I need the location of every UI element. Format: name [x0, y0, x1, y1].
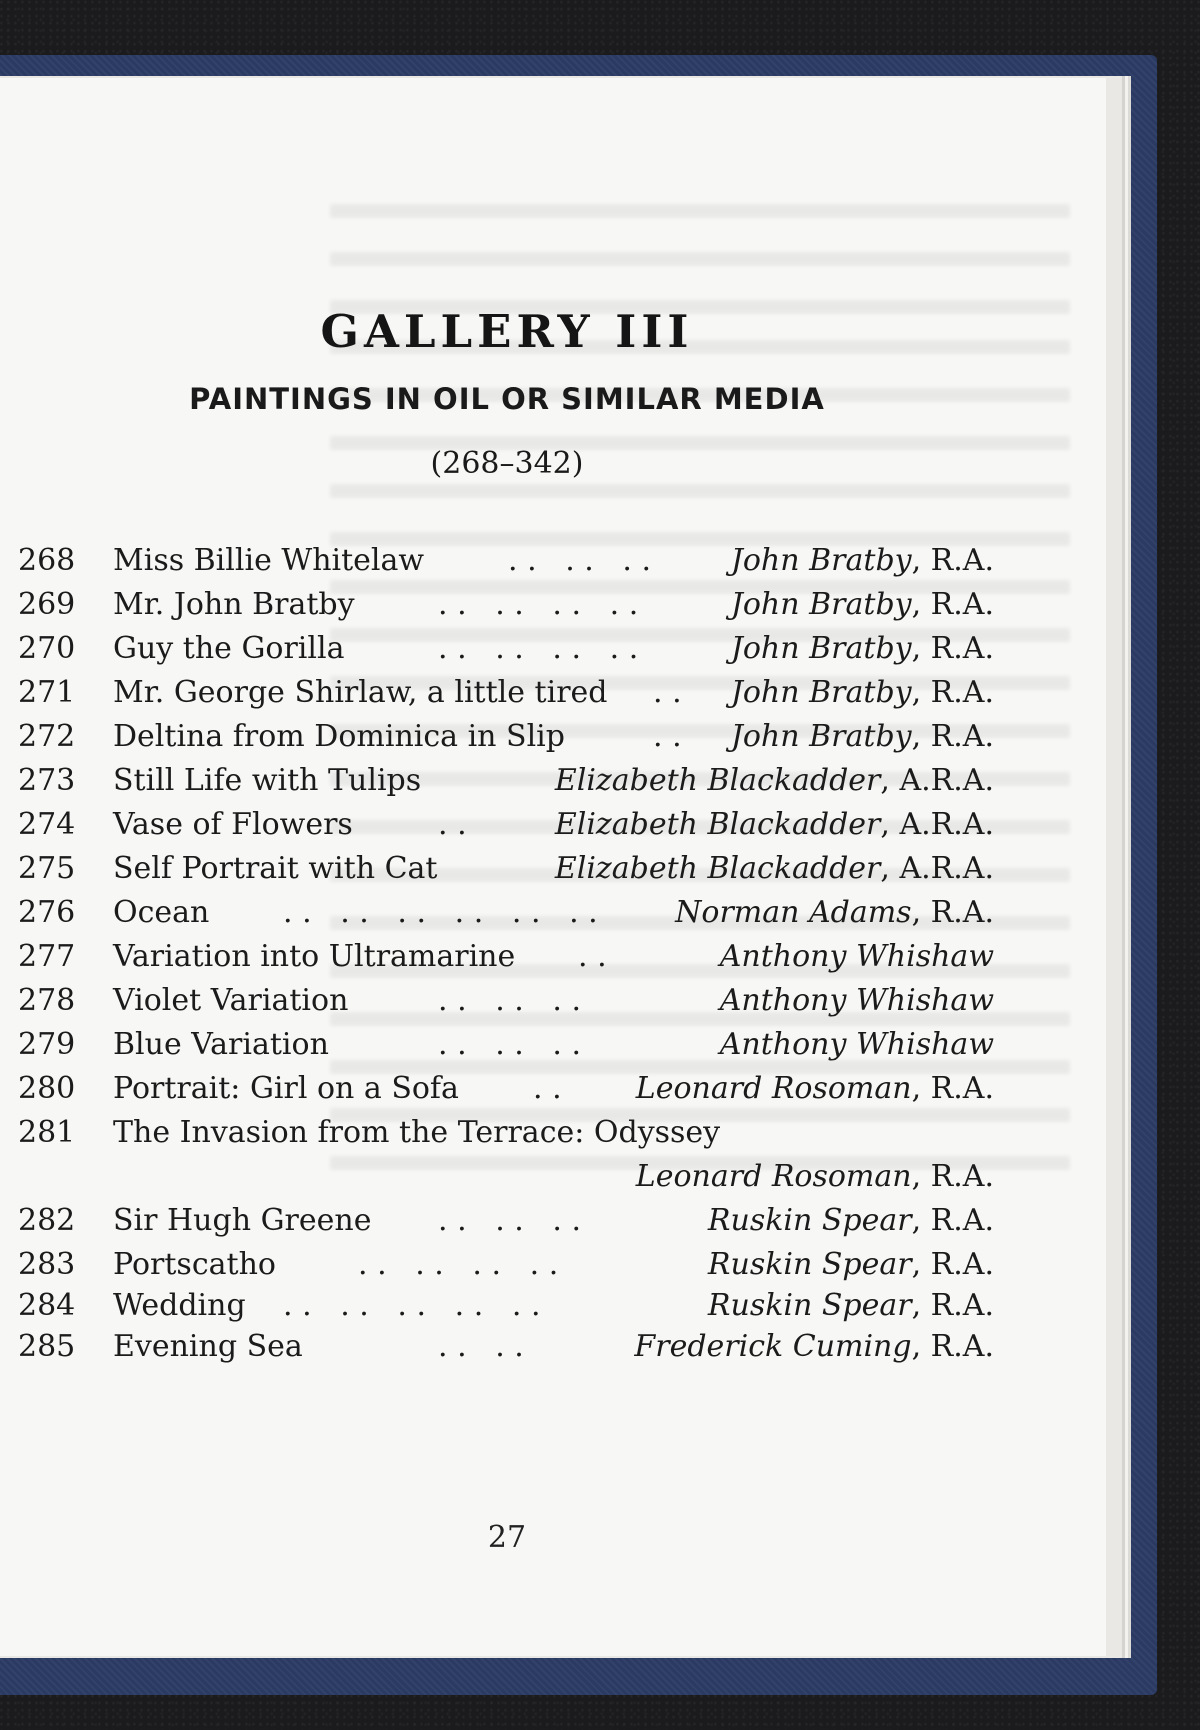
catalogue-entry [18, 977, 994, 1025]
entry-artist [555, 757, 994, 805]
catalogue-page [0, 78, 1106, 1656]
entry-artist [720, 933, 994, 981]
entry-number: 285 [18, 1329, 76, 1364]
artist-suffix: , R.A. [911, 675, 994, 710]
artist-suffix: , R.A. [911, 543, 994, 578]
artist-suffix: , R.A. [911, 1329, 994, 1364]
catalogue-entry [18, 933, 994, 981]
dot-leader: . . . . . . [508, 543, 652, 578]
entry-number: 283 [18, 1247, 76, 1282]
entry-artist [731, 625, 994, 673]
artist-name: Anthony Whishaw [719, 1027, 994, 1062]
entry-number: 281 [18, 1115, 76, 1150]
entry-artist [634, 1323, 994, 1371]
catalogue-entry [18, 1197, 994, 1245]
entry-artist [731, 669, 994, 717]
dot-leader: . . . . [438, 1329, 524, 1364]
dot-leader: . . [653, 675, 682, 710]
artist-name: John Bratby [730, 675, 912, 710]
artist-name: Elizabeth Blackadder [554, 807, 881, 842]
dot-leader: . . . . . . [438, 1027, 582, 1062]
entry-title: The Invasion from the Terrace: Odyssey [113, 1115, 721, 1150]
entry-title: Miss Billie Whitelaw [113, 543, 425, 578]
catalogue-entry [18, 537, 994, 585]
dot-leader: . . . . . . . . [438, 587, 639, 622]
catalogue-entry [18, 581, 994, 629]
catalogue-range: (268–342) [430, 446, 584, 481]
gallery-title: GALLERY III [320, 305, 694, 358]
artist-suffix: , R.A. [911, 895, 994, 930]
catalogue-entry [18, 713, 994, 761]
artist-name: Elizabeth Blackadder [554, 763, 881, 798]
dot-leader: . . [578, 939, 607, 974]
artist-name: John Bratby [730, 543, 912, 578]
entry-artist [708, 1197, 994, 1245]
entry-artist [731, 581, 994, 629]
artist-suffix: , R.A. [911, 587, 994, 622]
artist-suffix: , A.R.A. [880, 851, 994, 886]
entry-artist [720, 1021, 994, 1069]
artist-name: Elizabeth Blackadder [554, 851, 881, 886]
artist-suffix: , R.A. [911, 1288, 994, 1323]
entry-number: 278 [18, 983, 76, 1018]
dot-leader: . . [438, 807, 467, 842]
entry-artist [636, 1065, 994, 1113]
dot-leader: . . . . . . . . [358, 1247, 559, 1282]
entry-title: Sir Hugh Greene [113, 1203, 372, 1238]
entry-artist [675, 889, 994, 937]
entry-title: Violet Variation [113, 983, 349, 1018]
entry-number: 280 [18, 1071, 76, 1106]
dot-leader: . . . . . . [438, 983, 582, 1018]
entry-title: Evening Sea [113, 1329, 303, 1364]
artist-name: Ruskin Spear [707, 1288, 912, 1323]
entry-title: Guy the Gorilla [113, 631, 345, 666]
entry-title: Mr. John Bratby [113, 587, 355, 622]
artist-name: Anthony Whishaw [719, 939, 994, 974]
artist-suffix: , R.A. [911, 631, 994, 666]
entry-title: Mr. George Shirlaw, a little tired [113, 675, 608, 710]
artist-suffix: , A.R.A. [880, 763, 994, 798]
catalogue-entry [18, 669, 994, 717]
artist-name: Leonard Rosoman [635, 1071, 912, 1106]
artist-name: Leonard Rosoman [635, 1159, 912, 1194]
dot-leader: . . [533, 1071, 562, 1106]
entry-number: 276 [18, 895, 76, 930]
artist-name: Frederick Cuming [634, 1329, 912, 1364]
artist-name: John Bratby [730, 631, 912, 666]
entry-number: 277 [18, 939, 76, 974]
entry-number: 270 [18, 631, 76, 666]
entry-title: Deltina from Dominica in Slip [113, 719, 565, 754]
artist-name: John Bratby [730, 719, 912, 754]
artist-name: Norman Adams [675, 895, 912, 930]
section-subtitle: PAINTINGS IN OIL OR SIMILAR MEDIA [189, 382, 825, 416]
dot-leader: . . . . . . . . . . . . [283, 895, 598, 930]
entry-number: 282 [18, 1203, 76, 1238]
catalogue-entry [18, 1153, 994, 1201]
entry-artist [555, 845, 994, 893]
entry-artist [555, 801, 994, 849]
entry-artist [720, 977, 994, 1025]
catalogue-entry [18, 1109, 994, 1157]
entry-number: 268 [18, 543, 76, 578]
entry-title: Portscatho [113, 1247, 276, 1282]
dot-leader: . . . . . . . . . . [283, 1288, 541, 1323]
entry-artist [731, 713, 994, 761]
entry-number: 273 [18, 763, 76, 798]
entry-title: Variation into Ultramarine [113, 939, 516, 974]
entry-title: Self Portrait with Cat [113, 851, 438, 886]
entry-title: Still Life with Tulips [113, 763, 422, 798]
artist-suffix: , A.R.A. [880, 807, 994, 842]
entry-number: 275 [18, 851, 76, 886]
catalogue-entry [18, 1065, 994, 1113]
artist-suffix: , R.A. [911, 1203, 994, 1238]
artist-name: Anthony Whishaw [719, 983, 994, 1018]
entry-number: 274 [18, 807, 76, 842]
catalogue-entry [18, 1021, 994, 1069]
dot-leader: . . . . . . . . [438, 631, 639, 666]
artist-suffix: , R.A. [911, 1159, 994, 1194]
entry-number: 279 [18, 1027, 76, 1062]
entry-title: Portrait: Girl on a Sofa [113, 1071, 459, 1106]
catalogue-entry [18, 801, 994, 849]
artist-suffix: , R.A. [911, 719, 994, 754]
catalogue-entry [18, 845, 994, 893]
artist-name: Ruskin Spear [707, 1203, 912, 1238]
catalogue-entry [18, 1323, 994, 1371]
entry-number: 269 [18, 587, 76, 622]
catalogue-entry [18, 889, 994, 937]
entry-number: 284 [18, 1288, 76, 1323]
artist-name: Ruskin Spear [707, 1247, 912, 1282]
entry-number: 271 [18, 675, 76, 710]
dot-leader: . . [653, 719, 682, 754]
entry-title: Blue Variation [113, 1027, 329, 1062]
catalogue-entry [18, 757, 994, 805]
dot-leader: . . . . . . [438, 1203, 582, 1238]
artist-suffix: , R.A. [911, 1071, 994, 1106]
entry-list [0, 78, 1106, 1578]
artist-name: John Bratby [730, 587, 912, 622]
catalogue-entry [18, 625, 994, 673]
entry-title: Ocean [113, 895, 210, 930]
entry-artist [636, 1153, 994, 1201]
entry-number: 272 [18, 719, 76, 754]
artist-suffix: , R.A. [911, 1247, 994, 1282]
entry-title: Wedding [113, 1288, 246, 1323]
page-number: 27 [487, 1520, 527, 1555]
entry-artist [731, 537, 994, 585]
entry-title: Vase of Flowers [113, 807, 353, 842]
